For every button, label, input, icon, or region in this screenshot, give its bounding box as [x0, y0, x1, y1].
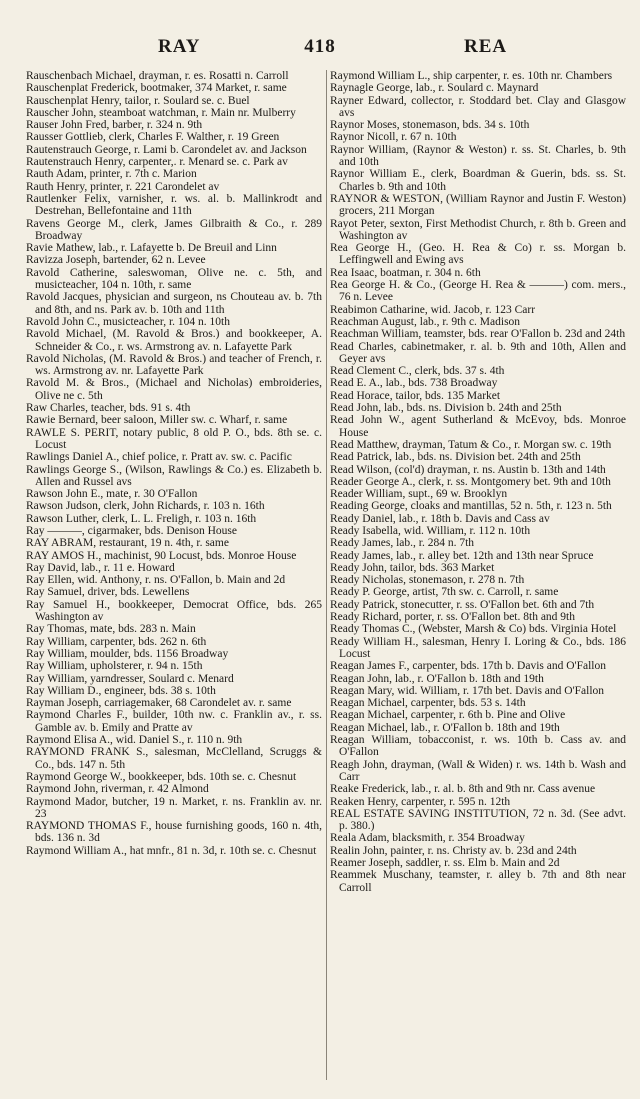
directory-entry: Rauser John Fred, barber, r. 324 n. 9th — [26, 119, 203, 132]
directory-entry: Read Matthew, drayman, Tatum & Co., r. Morgan sw. c. 19th — [330, 438, 612, 451]
directory-entry: Reagan James F., carpenter, bds. 17th b. Davis and O'Fallon — [330, 660, 606, 673]
directory-entry: Read Patrick, lab., bds. ns. Division bet. 24th and 25th — [330, 451, 581, 464]
directory-entry: Read Wilson, (col'd) drayman, r. ns. Austin b. 13th and 14th — [330, 463, 606, 476]
directory-entry: Raymond Elisa A., wid. Daniel S., r. 110 n. 9th — [26, 734, 243, 747]
directory-entry: Rea George H. & Co., (George H. Rea & ———) com. mers., 76 n. Levee — [330, 279, 626, 304]
directory-entry: RAYNOR & WESTON, (William Raynor and Justin F. Weston) grocers, 211 Morgan — [330, 192, 626, 218]
directory-entry: Reachman August, lab., r. 9th c. Madison — [330, 315, 521, 328]
directory-entry: Ray Thomas, mate, bds. 283 n. Main — [26, 623, 196, 636]
directory-entry: Rauth Henry, printer, r. 221 Carondelet av — [26, 180, 220, 193]
directory-entry: Ready William H., salesman, Henry I. Loring & Co., bds. 186 Locust — [330, 635, 626, 660]
directory-entry: Ray Ellen, wid. Anthony, r. ns. O'Fallon, b. Main and 2d — [26, 574, 286, 587]
directory-entry: RAY AMOS H., machinist, 90 Locust, bds. Monroe House — [26, 549, 297, 562]
directory-entry: Raymond Charles F., builder, 10th nw. c. Franklin av., r. ss. Gamble av. b. Emily and Pratte av — [26, 709, 322, 734]
directory-entry: Ready Isabella, wid. William, r. 112 n. 10th — [330, 524, 531, 537]
directory-entry: Raymond George W., bookkeeper, bds. 10th se. c. Chesnut — [26, 770, 297, 783]
directory-entry: Ravold John C., musicteacher, r. 104 n. 10th — [26, 315, 230, 328]
directory-entry: Reagan Mary, wid. William, r. 17th bet. Davis and O'Fallon — [330, 684, 605, 697]
directory-entry: Ravizza Joseph, bartender, 62 n. Levee — [26, 254, 206, 267]
directory-entry: Ray William D., engineer, bds. 38 s. 10th — [26, 684, 216, 697]
directory-entry: Reaken Henry, carpenter, r. 595 n. 12th — [330, 795, 511, 808]
directory-entry: Ravold Jacques, physician and surgeon, ns Chouteau av. b. 7th and 8th, and ns. Park av. b. 10th and 11th — [26, 291, 322, 316]
directory-entry: Rawson John E., mate, r. 30 O'Fallon — [26, 488, 198, 501]
directory-entry: Rautlenker Felix, varnisher, r. ws. al. b. Mallinkrodt and Destrehan, Bellefontaine and 11th — [26, 192, 322, 218]
directory-entry: Rea George H., (Geo. H. Rea & Co) r. ss. Morgan b. Leffingwell and Ewing avs — [330, 242, 626, 267]
column-divider — [326, 70, 327, 1080]
directory-entry: Raymond William L., ship carpenter, r. es. 10th nr. Chambers — [330, 70, 613, 82]
header-right-guide-word: REA — [464, 36, 508, 57]
directory-entry: Ready John, tailor, bds. 363 Market — [330, 561, 495, 574]
directory-entry: Reader William, supt., 69 w. Brooklyn — [330, 488, 508, 501]
directory-entry: Ray Samuel H., bookkeeper, Democrat Office, bds. 265 Washington av — [26, 598, 322, 624]
directory-entry: Ready Daniel, lab., r. 18th b. Davis and Cass av — [330, 512, 550, 525]
directory-entry: Raymond Mador, butcher, 19 n. Market, r. ns. Franklin av. nr. 23 — [26, 795, 322, 820]
directory-entry: Read John W., agent Sutherland & McEvoy, bds. Monroe House — [330, 414, 626, 439]
directory-entry: Reabimon Catharine, wid. Jacob, r. 123 Carr — [330, 303, 536, 316]
directory-entry: Reagan Michael, carpenter, bds. 53 s. 14th — [330, 697, 526, 710]
directory-entry: Rausser Gottlieb, clerk, Charles F. Walther, r. 19 Green — [26, 131, 280, 144]
directory-entry: Ready Nicholas, stonemason, r. 278 n. 7th — [330, 574, 525, 587]
directory-entry: Read John, lab., bds. ns. Division b. 24th and 25th — [330, 402, 562, 415]
directory-entry: Rayner Edward, collector, r. Stoddard bet. Clay and Glasgow avs — [330, 94, 626, 119]
directory-entry: RAWLE S. PERIT, notary public, 8 old P. O., bds. 8th se. c. Locust — [26, 426, 322, 451]
directory-entry: Raymond John, riverman, r. 42 Almond — [26, 783, 209, 796]
directory-entry: Ravie Mathew, lab., r. Lafayette b. De Breuil and Linn — [26, 242, 277, 255]
directory-entry: Ready Patrick, stonecutter, r. ss. O'Fallon bet. 6th and 7th — [330, 598, 595, 611]
directory-entry: Read Charles, cabinetmaker, r. al. b. 9th and 10th, Allen and Geyer avs — [330, 340, 626, 365]
directory-entry: Ray David, lab., r. 11 e. Howard — [26, 561, 175, 574]
directory-entry: Rauschenplat Henry, tailor, r. Soulard se. c. Buel — [26, 94, 250, 107]
directory-entry: Ray William, yarndresser, Soulard c. Menard — [26, 672, 234, 685]
directory-entry: Ready James, lab., r. 284 n. 7th — [330, 537, 475, 550]
directory-entry: Ravold Catherine, saleswoman, Olive ne. c. 5th, and musicteacher, 104 n. 10th, r. same — [26, 266, 322, 292]
directory-entry: Ready Richard, porter, r. ss. O'Fallon bet. 8th and 9th — [330, 611, 575, 624]
directory-entry: Ravold Michael, (M. Ravold & Bros.) and bookkeeper, A. Schneider & Co., r. ws. Armstrong av. n. Lafayette Park — [26, 328, 322, 353]
directory-entry: RAYMOND THOMAS F., house furnishing goods, 160 n. 4th, bds. 136 n. 3d — [26, 820, 322, 845]
directory-entry: Ray ———, cigarmaker, bds. Denison House — [26, 524, 237, 537]
directory-entry: Rauschenplat Frederick, bootmaker, 374 Market, r. same — [26, 82, 287, 95]
directory-entry: Realin John, painter, r. ns. Christy av. b. 23d and 24th — [330, 844, 577, 857]
directory-entry: Ray William, upholsterer, r. 94 n. 15th — [26, 660, 203, 673]
directory-entry: Read Horace, tailor, bds. 135 Market — [330, 389, 501, 402]
directory-entry: Ray William, moulder, bds. 1156 Broadway — [26, 647, 229, 660]
directory-entry: Rayot Peter, sexton, First Methodist Church, r. 8th b. Green and Washington av — [330, 217, 626, 242]
directory-entry: Reala Adam, blacksmith, r. 354 Broadway — [330, 832, 525, 845]
directory-entry: Ready James, lab., r. alley bet. 12th and 13th near Spruce — [330, 549, 594, 562]
directory-entry: Read E. A., lab., bds. 738 Broadway — [330, 377, 498, 390]
right-column — [330, 70, 626, 894]
directory-entry: Rauscher John, steamboat watchman, r. Main nr. Mulberry — [26, 106, 296, 119]
directory-entry: Reagan William, tobacconist, r. ws. 10th b. Cass av. and O'Fallon — [330, 734, 626, 759]
directory-entry: Reammek Muschany, teamster, r. alley b. 7th and 8th near Carroll — [330, 869, 626, 894]
directory-entry: Reading George, cloaks and mantillas, 52 n. 5th, r. 123 n. 5th — [330, 500, 612, 513]
directory-entry: Reamer Joseph, saddler, r. ss. Elm b. Main and 2d — [330, 857, 560, 869]
directory-entry: Raynor Moses, stonemason, bds. 34 s. 10th — [330, 119, 530, 132]
directory-entry: Ready P. George, artist, 7th sw. c. Carroll, r. same — [330, 586, 559, 599]
directory-entry: Rautenstrauch George, r. Lami b. Carondelet av. and Jackson — [26, 143, 307, 156]
directory-entry: Rawie Bernard, beer saloon, Miller sw. c. Wharf, r. same — [26, 414, 288, 427]
directory-entry: Read Clement C., clerk, bds. 37 s. 4th — [330, 365, 505, 378]
directory-entry: Rawson Luther, clerk, L. L. Freligh, r. 103 n. 16th — [26, 512, 257, 525]
directory-entry: Ravold M. & Bros., (Michael and Nicholas) embroideries, Olive ne c. 5th — [26, 377, 322, 402]
header-left-guide-word: RAY — [158, 36, 201, 57]
directory-entry: Rawlings George S., (Wilson, Rawlings & Co.) es. Elizabeth b. Allen and Russel avs — [26, 463, 322, 488]
page-number: 418 — [304, 36, 336, 57]
directory-entry: Raymond William A., hat mnfr., 81 n. 3d, r. 10th se. c. Chesnut — [26, 844, 317, 857]
directory-entry: Rawson Judson, clerk, John Richards, r. 103 n. 16th — [26, 500, 265, 513]
directory-entry: Rauschenbach Michael, drayman, r. es. Rosatti n. Carroll — [26, 70, 289, 82]
directory-entry: RAYMOND FRANK S., salesman, McClelland, Scruggs & Co., bds. 147 n. 5th — [26, 746, 322, 771]
directory-entry: Reader George A., clerk, r. ss. Montgomery bet. 9th and 10th — [330, 475, 611, 488]
directory-entry: Reagh John, drayman, (Wall & Widen) r. ws. 14th b. Wash and Carr — [330, 758, 626, 783]
directory-entry: Raynor Nicoll, r. 67 n. 10th — [330, 131, 457, 144]
directory-entry: Raynor William E., clerk, Boardman & Guerin, bds. ss. St. Charles b. 9th and 10th — [330, 168, 626, 193]
directory-entry: Ready Thomas C., (Webster, Marsh & Co) bds. Virginia Hotel — [330, 623, 617, 636]
directory-entry: Reagan Michael, carpenter, r. 6th b. Pine and Olive — [330, 709, 566, 722]
directory-entry: Ray Samuel, driver, bds. Lewellens — [26, 586, 190, 599]
directory-entry: Rautenstrauch Henry, carpenter,. r. Menard se. c. Park av — [26, 156, 288, 169]
directory-entry: Rea Isaac, boatman, r. 304 n. 6th — [330, 266, 481, 279]
directory-entry: Rawlings Daniel A., chief police, r. Pratt av. sw. c. Pacific — [26, 451, 292, 464]
directory-entry: Ravold Nicholas, (M. Ravold & Bros.) and teacher of French, r. ws. Armstrong av. nr. Lafayette Park — [26, 352, 322, 378]
directory-entry: Rayman Joseph, carriagemaker, 68 Carondelet av. r. same — [26, 697, 292, 710]
directory-entry: Reachman William, teamster, bds. rear O'Fallon b. 23d and 24th — [330, 328, 626, 341]
directory-entry: Raynagle George, lab., r. Soulard c. Maynard — [330, 82, 539, 95]
directory-entry: RAY ABRAM, restaurant, 19 n. 4th, r. same — [26, 537, 229, 550]
directory-entry: Ray William, carpenter, bds. 262 n. 6th — [26, 635, 207, 648]
directory-entry: Raw Charles, teacher, bds. 91 s. 4th — [26, 402, 191, 415]
directory-entry: Reagan John, lab., r. O'Fallon b. 18th and 19th — [330, 672, 544, 685]
left-column — [26, 70, 322, 857]
directory-entry: Rauth Adam, printer, r. 7th c. Marion — [26, 168, 197, 181]
running-header — [0, 30, 640, 64]
directory-entry: Ravens George M., clerk, James Gilbraith & Co., r. 289 Broadway — [26, 217, 322, 242]
directory-entry: Raynor William, (Raynor & Weston) r. ss. St. Charles, b. 9th and 10th — [330, 143, 626, 169]
directory-entry: Reake Frederick, lab., r. al. b. 8th and 9th nr. Cass avenue — [330, 783, 596, 796]
directory-entry: REAL ESTATE SAVING INSTITUTION, 72 n. 3d. (See advt. p. 380.) — [330, 807, 626, 833]
directory-entry: Reagan Michael, lab., r. O'Fallon b. 18th and 19th — [330, 721, 560, 734]
